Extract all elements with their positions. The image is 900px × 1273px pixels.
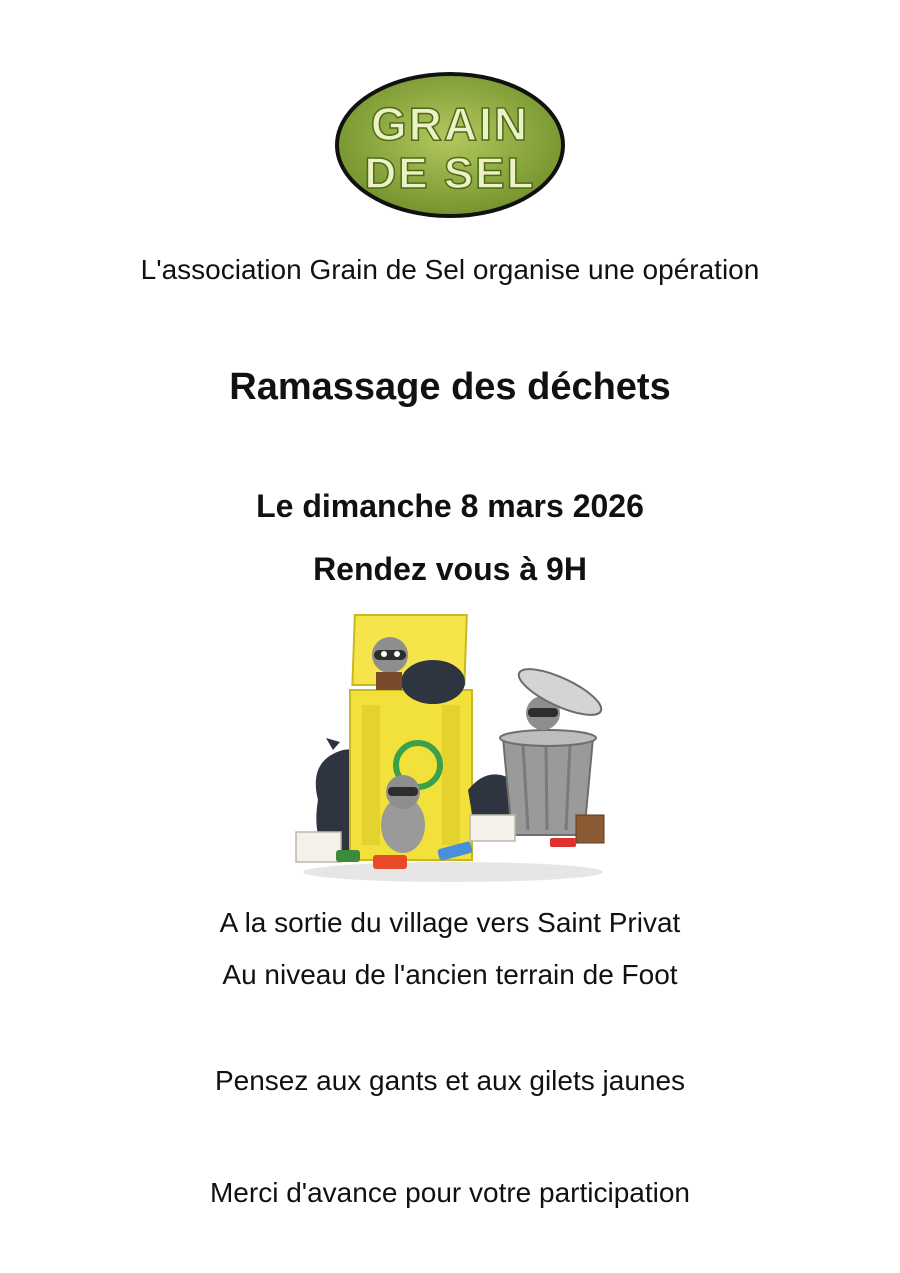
grain-de-sel-logo — [333, 70, 567, 220]
logo-line-2: DE SEL — [364, 149, 536, 198]
event-title: Ramassage des déchets — [229, 366, 671, 408]
event-date: Le dimanche 8 mars 2026 — [256, 488, 644, 524]
event-time: Rendez vous à 9H — [313, 551, 587, 587]
location-line-2: Au niveau de l'ancien terrain de Foot — [222, 959, 678, 990]
location-line-1: A la sortie du village vers Saint Privat — [219, 907, 681, 938]
logo-line-1: GRAIN — [370, 98, 530, 150]
raccoons-trash-illustration — [288, 610, 618, 888]
intro-text: L'association Grain de Sel organise une opération — [140, 254, 760, 285]
thanks-text: Merci d'avance pour votre participation — [209, 1177, 691, 1208]
reminder-text: Pensez aux gants et aux gilets jaunes — [214, 1065, 686, 1096]
